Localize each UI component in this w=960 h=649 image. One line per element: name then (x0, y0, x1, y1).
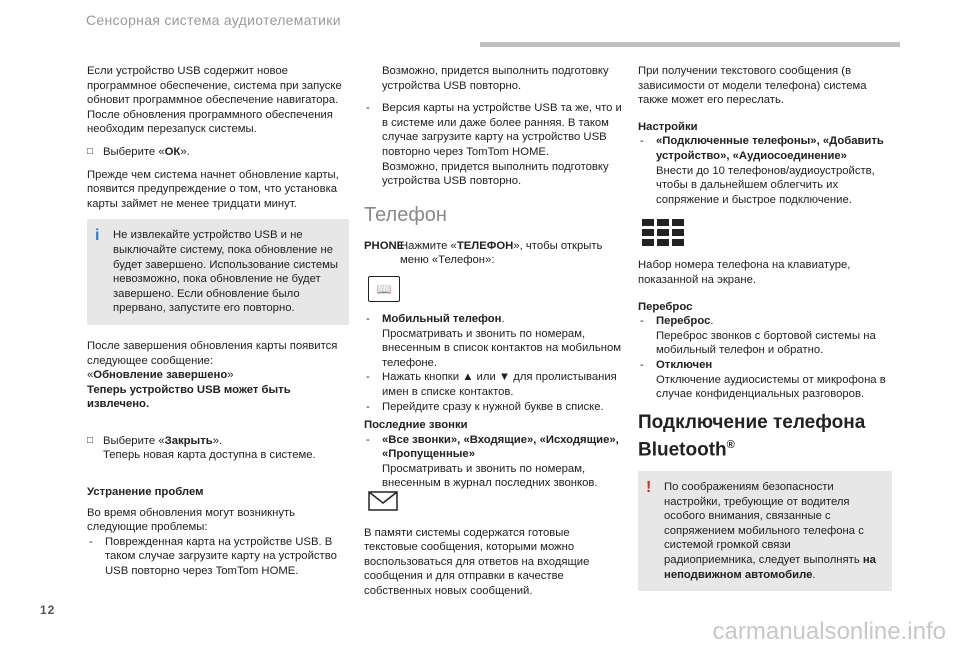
paragraph: Если устройство USB содержит новое программное обеспечение, система при запуске обновит программное обеспечение навигатора. После обновления программного обеспечения необходим перезапуск системы. (87, 65, 342, 136)
arrow-down-icon[interactable]: ▼ (498, 371, 511, 384)
list-item: - «Подключенные телефоны», «Добавить устройство», «Аудиосоединение» Внести до 10 телефонов/аудиоустройств, чтобы в дальнейшем облегчить их сопряжение и быстрое подключение. (638, 134, 892, 207)
message-line: «Обновление завершено» (87, 369, 234, 382)
step-ok: □ Выберите «ОК». (87, 145, 349, 160)
message-icon[interactable] (368, 491, 398, 511)
list-item: - Поврежденная карта на устройстве USB. В таком случае загрузите карту на устройство USB повторно через TomTom HOME. (87, 535, 349, 579)
warning-note: ! По соображениям безопасности настройки, требующие от водителя особого внимания, связанные с сопряжением мобильного телефона с системой громкой связи радиоприемника, следует выполнять на неподвижном автомобиле. (638, 471, 892, 591)
list-item: - Перейдите сразу к нужной букве в списке. (364, 400, 626, 415)
column-2 (364, 64, 626, 607)
paragraph: После завершения обновления карты появится следующее сообщение: (87, 339, 338, 367)
paragraph: Во время обновления могут возникнуть следующие проблемы: (87, 506, 296, 534)
keypad-icon[interactable] (642, 219, 892, 246)
arrow-up-icon[interactable]: ▲ (462, 371, 474, 384)
list-item: - Отключен Отключение аудиосистемы от микрофона в случае конфиденциальных разговоров. (638, 358, 892, 402)
watermark: carmanualsonline.info (712, 618, 946, 645)
section-heading: Переброс (638, 300, 693, 313)
ok-label: ОК (164, 145, 181, 158)
contacts-icon[interactable]: 📖 (368, 276, 400, 302)
section-heading: Устранение проблем (87, 486, 204, 499)
step-close: □ Выберите «Закрыть». Теперь новая карта доступна в системе. (87, 434, 349, 463)
section-title-bluetooth: Подключение телефона Bluetooth® (638, 411, 866, 461)
page-header-title: Сенсорная система аудиотелематики (86, 12, 341, 28)
phone-row: PHONE Нажмите «ТЕЛЕФОН», чтобы открыть меню «Телефон»: (364, 239, 603, 267)
column-1 (87, 64, 349, 579)
info-icon: i (95, 227, 100, 245)
paragraph: Набор номера телефона на клавиатуре, показанной на экране. (638, 259, 851, 286)
list-item: - «Все звонки», «Входящие», «Исходящие», «Пропущенные» Просматривать и звонить по номерам, внесенным в журнал последних звонков. (364, 433, 626, 491)
column-3 (638, 64, 892, 605)
info-note: i Не извлекайте устройство USB и не выключайте систему, пока обновление не будет завершено. Использование системы невозможно, пока обновление не будет завершено. Если обновление было прервано, запустите его повторно. (87, 219, 349, 325)
list-item: - Мобильный телефон. Просматривать и звонить по номерам, внесенным в список контактов на мобильном телефоне. (364, 312, 626, 370)
section-heading: Настройки (638, 120, 698, 133)
warning-icon: ! (646, 479, 652, 497)
phone-icon[interactable]: PHONE (364, 239, 405, 252)
message-line: Теперь устройство USB может быть извлечено. (87, 383, 291, 411)
list-item: - Нажать кнопки ▲ или ▼ для пролистывания имен в списке контактов. (364, 370, 626, 399)
paragraph: В памяти системы содержатся готовые текстовые сообщения, которыми можно воспользоваться для ответов на входящие сообщения и для отправки в качестве собственных новых сообщений. (364, 526, 590, 598)
section-title-phone: Телефон (364, 203, 447, 226)
list-item: - Переброс. Переброс звонков с бортовой системы на мобильный телефон и обратно. (638, 314, 892, 358)
paragraph: При получении текстового сообщения (в зависимости от модели телефона) система также может его переслать. (638, 65, 867, 107)
section-heading: Последние звонки (364, 419, 468, 432)
page-number: 12 (40, 603, 56, 617)
paragraph: Прежде чем система начнет обновление карты, появится предупреждение о том, что установка карты займет не менее тридцати минут. (87, 168, 339, 210)
list-item: - Версия карты на устройстве USB та же, что и в системе или даже более ранняя. В таком случае загрузите карту на устройство USB повторно через TomTom HOME. Возможно, придется выполнить подготовку устройства USB повторно. (364, 101, 626, 189)
paragraph: Возможно, придется выполнить подготовку устройства USB повторно. (382, 65, 609, 92)
header-divider (480, 42, 900, 47)
